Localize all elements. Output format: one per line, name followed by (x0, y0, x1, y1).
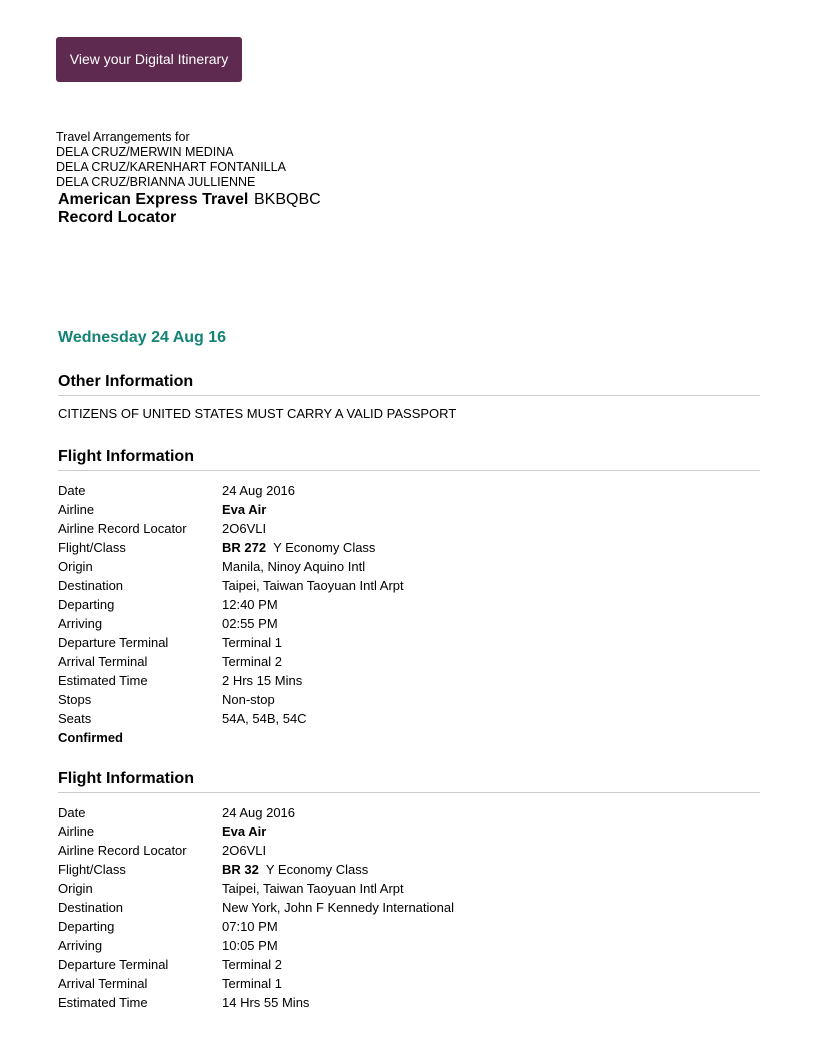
other-information-section (58, 373, 760, 421)
detail-value: 12:40 PM (222, 597, 278, 612)
detail-label: Stops (58, 692, 92, 707)
detail-label: Airline (58, 824, 95, 839)
detail-label: Estimated Time (58, 673, 148, 688)
detail-value: Taipei, Taiwan Taoyuan Intl Arpt (222, 578, 404, 593)
detail-value: 54A, 54B, 54C (222, 711, 307, 726)
detail-value: 24 Aug 2016 (222, 483, 296, 498)
cabin-class: Y Economy Class (273, 540, 376, 555)
detail-row-destination (58, 898, 760, 917)
detail-value: 24 Aug 2016 (222, 805, 296, 820)
detail-row-seats (58, 709, 760, 728)
detail-row-date (58, 481, 760, 500)
detail-row-date (58, 803, 760, 822)
cabin-class: Y Economy Class (265, 862, 369, 877)
flight-number: BR 32 (222, 862, 259, 877)
detail-value (222, 860, 368, 879)
detail-value: 2 Hrs 15 Mins (222, 673, 303, 688)
detail-label: Origin (58, 881, 93, 896)
detail-value: Manila, Ninoy Aquino Intl (222, 559, 366, 574)
flight-details (58, 803, 760, 1012)
detail-label: Destination (58, 578, 124, 593)
detail-row-airline (58, 822, 760, 841)
detail-row-arrival-terminal (58, 652, 760, 671)
record-locator-value: BKBQBC (254, 191, 321, 208)
detail-value: New York, John F Kennedy International (222, 900, 454, 915)
detail-label: Arrival Terminal (58, 976, 148, 991)
detail-value: Taipei, Taiwan Taoyuan Intl Arpt (222, 881, 404, 896)
flight-information-section-2 (58, 770, 760, 1012)
flight-details (58, 481, 760, 747)
section-title: Flight Information (58, 770, 760, 793)
view-digital-itinerary-button[interactable]: View your Digital Itinerary (56, 37, 242, 82)
detail-value (222, 538, 375, 557)
detail-row-origin (58, 557, 760, 576)
detail-label: Airline Record Locator (58, 521, 187, 536)
detail-value: Terminal 1 (222, 635, 282, 650)
travelers-heading: Travel Arrangements for (56, 130, 190, 144)
detail-label: Flight/Class (58, 862, 126, 877)
detail-value: 2O6VLI (222, 843, 267, 858)
detail-label: Destination (58, 900, 124, 915)
flight-information-section-1 (58, 448, 760, 747)
detail-value: 2O6VLI (222, 521, 267, 536)
detail-row-departing (58, 595, 760, 614)
detail-label: Departing (58, 597, 115, 612)
section-title: Other Information (58, 373, 760, 396)
traveler-name: DELA CRUZ/KARENHART FONTANILLA (56, 160, 286, 174)
record-locator-label-line1: American Express Travel (58, 191, 249, 208)
detail-row-estimated-time (58, 671, 760, 690)
record-locator-label-line2: Record Locator (58, 209, 177, 226)
detail-value: Terminal 2 (222, 654, 282, 669)
detail-label: Arrival Terminal (58, 654, 148, 669)
travelers-block (56, 130, 286, 190)
detail-row-stops (58, 690, 760, 709)
record-locator (58, 191, 321, 227)
detail-label: Departing (58, 919, 115, 934)
detail-label: Seats (58, 711, 92, 726)
section-title: Flight Information (58, 448, 760, 471)
detail-value: Terminal 2 (222, 957, 282, 972)
detail-row-arriving (58, 936, 760, 955)
detail-label: Date (58, 483, 86, 498)
detail-row-airline (58, 500, 760, 519)
traveler-name: DELA CRUZ/BRIANNA JULLIENNE (56, 175, 256, 189)
detail-label: Date (58, 805, 86, 820)
booking-status: Confirmed (58, 730, 123, 745)
detail-value: 02:55 PM (222, 616, 278, 631)
flight-number: BR 272 (222, 540, 267, 555)
detail-value: 07:10 PM (222, 919, 278, 934)
detail-row-departure-terminal (58, 955, 760, 974)
detail-label: Arriving (58, 938, 103, 953)
detail-row-arrival-terminal (58, 974, 760, 993)
detail-row-record-locator (58, 519, 760, 538)
record-locator-label (58, 191, 254, 227)
detail-value: Eva Air (222, 824, 267, 839)
detail-row-destination (58, 576, 760, 595)
detail-row-departure-terminal (58, 633, 760, 652)
detail-label: Departure Terminal (58, 635, 169, 650)
detail-value: Eva Air (222, 502, 267, 517)
detail-row-departing (58, 917, 760, 936)
other-information-text: CITIZENS OF UNITED STATES MUST CARRY A VALID PASSPORT (58, 406, 457, 421)
detail-row-flight-class (58, 538, 760, 557)
detail-value: Terminal 1 (222, 976, 282, 991)
detail-label: Departure Terminal (58, 957, 169, 972)
detail-value: 14 Hrs 55 Mins (222, 995, 310, 1010)
detail-label: Estimated Time (58, 995, 148, 1010)
day-heading: Wednesday 24 Aug 16 (58, 329, 227, 346)
detail-row-estimated-time (58, 993, 760, 1012)
detail-row-flight-class (58, 860, 760, 879)
detail-value: Non-stop (222, 692, 275, 707)
traveler-name: DELA CRUZ/MERWIN MEDINA (56, 145, 234, 159)
detail-label: Origin (58, 559, 93, 574)
detail-row-record-locator (58, 841, 760, 860)
detail-row-arriving (58, 614, 760, 633)
detail-label: Airline Record Locator (58, 843, 187, 858)
detail-label: Flight/Class (58, 540, 126, 555)
detail-label: Airline (58, 502, 95, 517)
detail-label: Arriving (58, 616, 103, 631)
detail-value: 10:05 PM (222, 938, 278, 953)
detail-row-origin (58, 879, 760, 898)
